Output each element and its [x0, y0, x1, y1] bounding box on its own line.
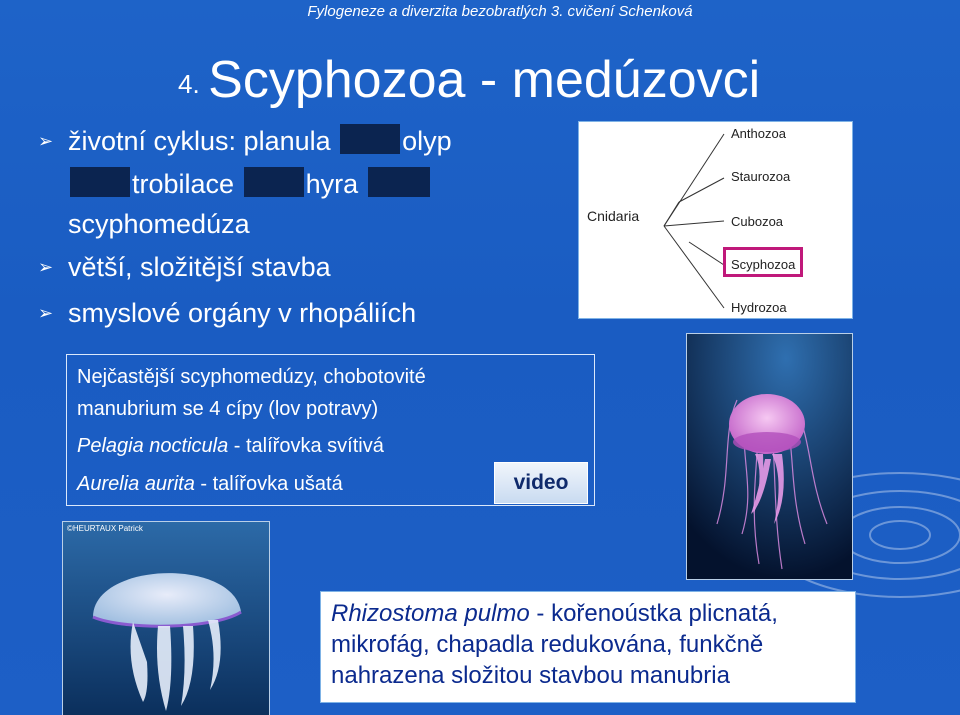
cladogram — [578, 121, 853, 319]
arrow-bullet-icon: ➢ — [38, 303, 54, 323]
rhizostoma-jellyfish-illustration — [63, 522, 269, 715]
species-aurelia: Aurelia aurita — [77, 473, 195, 495]
cladogram-root-label: Cnidaria — [587, 208, 640, 224]
bullet-structure-text: větší, složitější stavba — [68, 252, 331, 282]
bullet-life-cycle-continued — [38, 164, 578, 204]
hidden-text-mask — [368, 167, 430, 197]
bullet-life-cycle-suffix: olyp — [402, 126, 452, 156]
header-note: Fylogeneze a diverzita bezobratlých 3. cvičení Schenková — [307, 3, 693, 20]
bullet-sense-organs — [38, 290, 578, 336]
hidden-text-mask — [70, 167, 130, 197]
taxon-staurozoa: Staurozoa — [731, 169, 791, 184]
video-button[interactable]: video — [494, 462, 588, 504]
pelagia-jellyfish-illustration — [687, 334, 852, 579]
bullet-life-cycle-part1: trobilace — [132, 169, 235, 199]
taxon-cubozoa: Cubozoa — [731, 214, 784, 229]
caption-line-2: mikrofág, chapadla redukována, funkčně — [331, 631, 764, 658]
hidden-text-mask — [244, 167, 304, 197]
common-name-pelagia: - talířovka svítivá — [228, 435, 384, 457]
title-text: Scyphozoa - medúzovci — [208, 51, 761, 109]
species-pelagia: Pelagia nocticula — [77, 435, 229, 457]
caption-common-name: - kořenoústka plicnatá, — [529, 600, 778, 627]
pelagia-jellyfish-photo — [686, 333, 853, 580]
taxon-hydrozoa: Hydrozoa — [731, 300, 787, 315]
bullet-life-cycle-end: scyphomedúza — [68, 209, 250, 239]
bullet-list — [38, 118, 578, 336]
bullet-sense-organs-text: smyslové orgány v rhopáliích — [68, 298, 417, 328]
species-rhizostoma: Rhizostoma pulmo — [331, 600, 530, 627]
bullet-life-cycle — [38, 118, 578, 164]
common-name-aurelia: - talířovka ušatá — [194, 473, 343, 495]
hidden-text-mask — [340, 124, 400, 154]
bullet-life-cycle-part2: hyra — [305, 169, 359, 199]
caption-line-1 — [331, 598, 845, 629]
taxon-scyphozoa: Scyphozoa — [731, 257, 796, 272]
textbox-line-2: manubrium se 4 cípy (lov potravy) — [77, 398, 379, 420]
bullet-life-cycle-prefix: životní cyklus: planula — [68, 126, 331, 156]
slide-title — [178, 50, 760, 110]
arrow-bullet-icon: ➢ — [38, 131, 54, 151]
bullet-structure — [38, 244, 578, 290]
rhizostoma-jellyfish-photo — [62, 521, 270, 715]
photo-credit: ©HEURTAUX Patrick — [67, 524, 143, 533]
textbox-line-4 — [77, 473, 343, 496]
textbox-line-1: Nejčastější scyphomedúzy, chobotovité — [77, 366, 426, 388]
arrow-bullet-icon: ➢ — [38, 257, 54, 277]
caption-line-3: nahrazena složitou stavbou manubria — [331, 662, 730, 689]
textbox-line-3 — [77, 435, 384, 458]
rhizostoma-caption — [320, 591, 856, 703]
title-number: 4. — [178, 69, 200, 99]
scyphozoa-highlight-box — [723, 247, 803, 277]
taxon-anthozoa: Anthozoa — [731, 126, 786, 141]
